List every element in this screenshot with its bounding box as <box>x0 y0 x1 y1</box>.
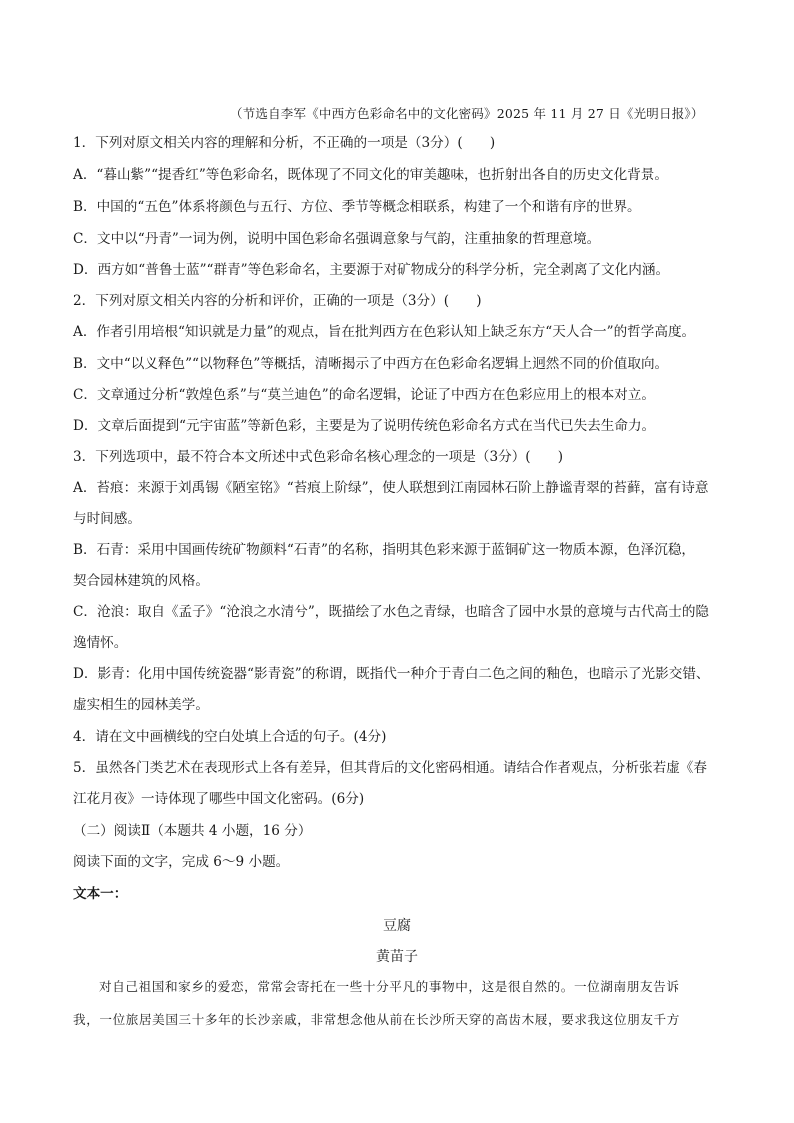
essay-paragraph-line-2: 我，一位旅居美国三十多年的长沙亲戚，非常想念他从前在长沙所天穿的高齿木屐，要求我这位朋友千方 <box>73 1012 680 1027</box>
question-3-option-b-cont: 契合园林建筑的风格。 <box>73 573 209 589</box>
question-3-option-a: A．苔痕：来源于刘禹锡《陋室铭》“苔痕上阶绿”，使人联想到江南园林石阶上静谧青翠的苔藓，富有诗意 <box>73 480 709 496</box>
question-5: 5．虽然各门类艺术在表现形式上各有差异，但其背后的文化密码相通。请结合作者观点，分析张若虚《春 <box>73 760 707 776</box>
question-3-option-d: D．影青：化用中国传统瓷器“影青瓷”的称谓，既指代一种介于青白二色之间的釉色，也暗示了光影交错、 <box>73 666 710 682</box>
source-citation: （节选自李军《中西方色彩命名中的文化密码》2025 年 11 月 27 日《光明日报》） <box>230 106 704 121</box>
text-one-label: 文本一： <box>73 886 128 902</box>
question-3-option-c-cont: 逸情怀。 <box>73 635 128 651</box>
question-3-option-b: B．石青：采用中国画传统矿物颜料“石青”的名称，指明其色彩来源于蓝铜矿这一物质本源，色泽沉稳， <box>73 542 696 558</box>
question-3-option-a-cont: 与时间感。 <box>73 511 141 527</box>
section-heading: （二）阅读Ⅱ（本题共 4 小题，16 分） <box>73 823 312 839</box>
question-1-option-c: C．文中以“丹青”一词为例，说明中国色彩命名强调意象与气韵，注重抽象的哲理意境。 <box>73 231 601 247</box>
reading-instruction: 阅读下面的文字，完成 6～9 小题。 <box>73 854 290 870</box>
question-2-stem: 2．下列对原文相关内容的分析和评价，正确的一项是（3分）( ) <box>73 293 482 309</box>
question-2-option-c: C．文章通过分析“敦煌色系”与“莫兰迪色”的命名逻辑，论证了中西方在色彩应用上的根本对立。 <box>73 387 655 403</box>
essay-author: 黄苗子 <box>376 949 418 965</box>
question-1-option-d: D．西方如“普鲁士蓝”“群青”等色彩命名，主要源于对矿物成分的科学分析，完全剥离了文化内涵。 <box>73 262 670 278</box>
question-3-option-c: C．沧浪：取自《孟子》“沧浪之水清兮”，既描绘了水色之青绿，也暗含了园中水景的意境与古代高士的隐 <box>73 604 710 620</box>
question-1-option-a: A．“暮山紫”“提香红”等色彩命名，既体现了不同文化的审美趣味，也折射出各自的历史文化背景。 <box>73 167 668 183</box>
question-2-option-b: B．文中“以义释色”“以物释色”等概括，清晰揭示了中西方在色彩命名逻辑上迥然不同的价值取向。 <box>73 356 669 372</box>
question-2-option-a: A．作者引用培根“知识就是力量”的观点，旨在批判西方在色彩认知上缺乏东方“天人合一”的哲学高度。 <box>73 324 696 340</box>
essay-title: 豆腐 <box>383 918 411 934</box>
essay-paragraph-line-1: 对自己祖国和家乡的爱恋，常常会寄托在一些十分平凡的事物中，这是很自然的。一位湖南朋友告诉 <box>99 979 680 994</box>
question-3-option-d-cont: 虚实相生的园林美学。 <box>73 697 209 713</box>
question-4: 4．请在文中画横线的空白处填上合适的句子。(4分) <box>73 729 387 745</box>
question-2-option-d: D．文章后面提到“元宇宙蓝”等新色彩，主要是为了说明传统色彩命名方式在当代已失去生命力。 <box>73 418 656 434</box>
question-5-cont: 江花月夜》一诗体现了哪些中国文化密码。(6分) <box>73 791 365 807</box>
question-1-option-b: B．中国的“五色”体系将颜色与五行、方位、季节等概念相联系，构建了一个和谐有序的世界。 <box>73 199 641 215</box>
question-1-stem: 1．下列对原文相关内容的理解和分析，不正确的一项是（3分）( ) <box>73 135 496 151</box>
question-3-stem: 3．下列选项中，最不符合本文所述中式色彩命名核心理念的一项是（3分）( ) <box>73 449 564 465</box>
